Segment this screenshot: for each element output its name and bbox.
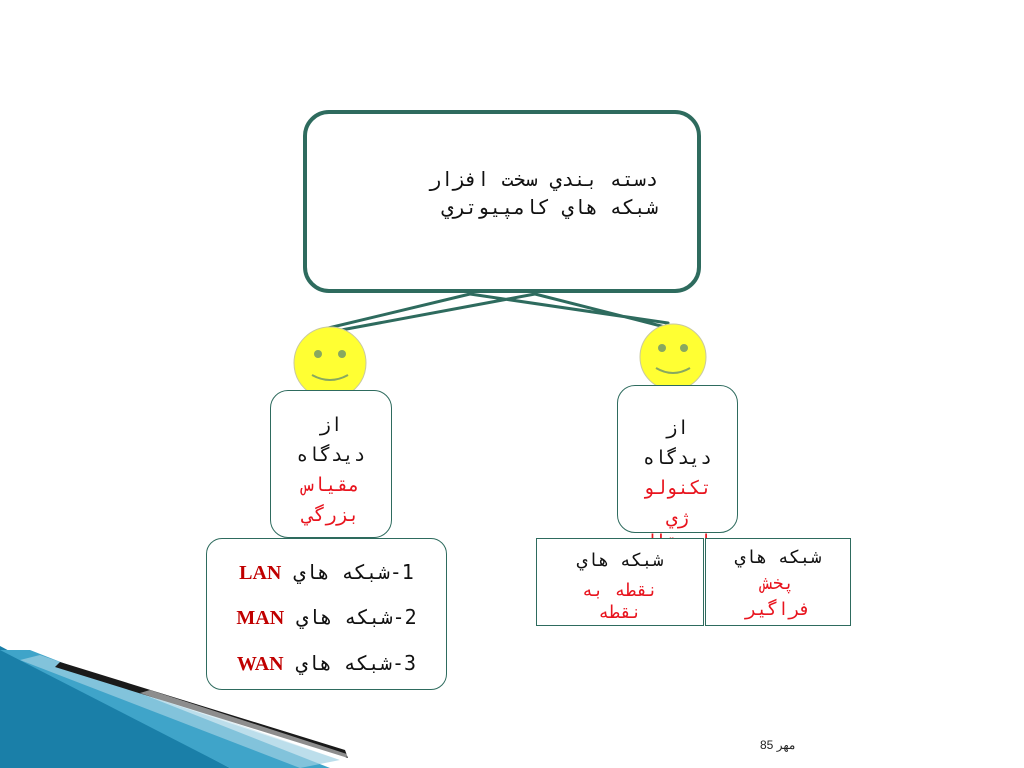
scale-node-line-3: مقياس xyxy=(302,474,360,496)
broadcast-line-2: پخش xyxy=(761,573,795,594)
technology-node-line-4: ژي xyxy=(666,507,689,529)
point-to-point-line-1: شبكه هاي xyxy=(576,550,664,571)
list-item-wan xyxy=(206,651,447,676)
point-to-point-line-2: نقطه به xyxy=(582,580,658,601)
list-item-lan-abbr: LAN xyxy=(239,562,282,584)
scale-node-text xyxy=(270,410,392,530)
technology-node-line-3: تكنولو xyxy=(643,477,712,499)
technology-node-text xyxy=(617,413,738,557)
smiley-icon-left xyxy=(294,327,366,399)
broadcast-line-3: فراگير xyxy=(745,599,811,620)
point-to-point-text xyxy=(536,548,704,626)
scale-node-line-4: بزرگي xyxy=(302,504,360,526)
technology-node-line-1: از xyxy=(666,417,689,439)
list-item-wan-label: 3-شبكه هاي xyxy=(283,651,417,675)
technology-node-line-2: ديدگاه xyxy=(643,447,712,469)
point-to-point-line-3: نقطه xyxy=(598,602,642,623)
title-text xyxy=(340,165,658,221)
list-item-man-abbr: MAN xyxy=(236,607,285,629)
list-item-wan-abbr: WAN xyxy=(236,653,284,675)
smiley-icon-right xyxy=(640,324,706,390)
list-item-man xyxy=(206,605,447,630)
scale-node-line-1: از xyxy=(319,414,343,436)
bubble-tail xyxy=(320,294,668,333)
broadcast-text xyxy=(705,545,851,623)
title-line-1: دسته بندي سخت افزار xyxy=(429,167,658,191)
list-item-lan-label: 1-شبكه هاي xyxy=(281,560,414,584)
title-line-2: شبكه هاي كامپيوتري xyxy=(441,195,658,219)
scale-node-line-2: ديدگاه xyxy=(296,444,366,466)
broadcast-line-1: شبكه هاي xyxy=(734,547,822,568)
list-item-man-label: 2-شبكه هاي xyxy=(284,605,417,629)
page-number: مهر 85 xyxy=(760,738,796,752)
list-item-lan xyxy=(206,560,447,585)
